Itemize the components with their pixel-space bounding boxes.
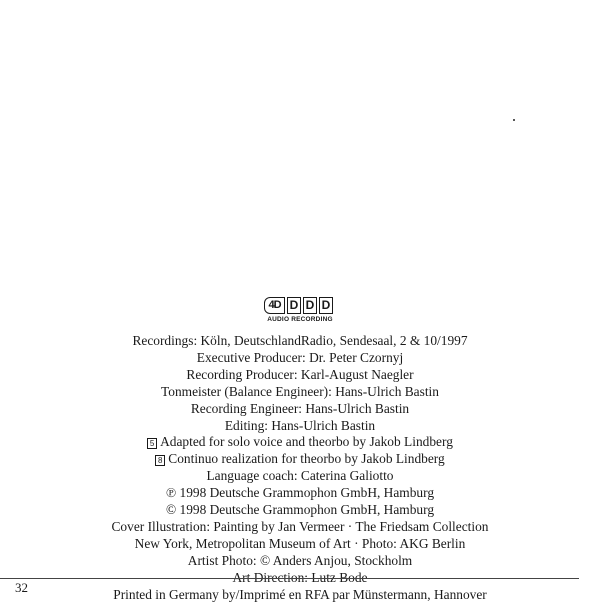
credit-text: Adapted for solo voice and theorbo by Jakob Lindberg	[160, 434, 453, 450]
footer-rule	[0, 578, 579, 579]
track-number-box: 8	[155, 455, 165, 466]
credit-line	[0, 553, 600, 570]
credit-line	[0, 384, 600, 401]
logo-letter: D	[303, 297, 317, 314]
logo-letter: D	[287, 297, 301, 314]
credit-text: Art Direction: Lutz Bode	[232, 569, 368, 585]
logo-mark	[264, 297, 336, 314]
logo-4d-mark: 4D	[264, 297, 285, 314]
credit-line	[0, 587, 600, 604]
credit-line	[0, 468, 600, 485]
credit-text: Executive Producer: Dr. Peter Czornyj	[196, 349, 404, 365]
credit-line	[0, 536, 600, 553]
credit-text: Artist Photo: © Anders Anjou, Stockholm	[187, 552, 413, 568]
credit-line	[0, 367, 600, 384]
credit-line	[0, 401, 600, 418]
credit-text: Language coach: Caterina Galiotto	[206, 468, 394, 484]
credit-text: New York, Metropolitan Museum of Art · Photo: AKG Berlin	[134, 535, 466, 551]
credit-text: Editing: Hans-Ulrich Bastin	[224, 417, 376, 433]
credit-line	[0, 333, 600, 350]
logo-letter: D	[319, 297, 333, 314]
dust-speck	[513, 119, 515, 121]
credit-text: Printed in Germany by/Imprimé en RFA par Münstermann, Hannover	[113, 586, 487, 602]
credit-text: Recording Producer: Karl-August Naegler	[186, 366, 414, 382]
credit-text: © 1998 Deutsche Grammophon GmbH, Hamburg	[165, 502, 435, 518]
credit-line	[0, 485, 600, 502]
track-number-box: 5	[147, 438, 157, 449]
credit-line	[0, 350, 600, 367]
credit-line	[0, 418, 600, 435]
page-number: 32	[15, 580, 28, 595]
credits-list	[0, 333, 600, 604]
credit-text: Recordings: Köln, DeutschlandRadio, Sendesaal, 2 & 10/1997	[132, 333, 468, 348]
audio-recording-logo	[264, 297, 336, 325]
credit-line	[0, 434, 600, 451]
credit-line	[0, 502, 600, 519]
credit-text: Continuo realization for theorbo by Jakob Lindberg	[168, 451, 445, 467]
credit-line	[0, 451, 600, 468]
credit-text: ℗ 1998 Deutsche Grammophon GmbH, Hamburg	[165, 485, 435, 501]
logo-caption: AUDIO RECORDING	[267, 316, 333, 323]
credit-text: Tonmeister (Balance Engineer): Hans-Ulrich Bastin	[161, 383, 439, 399]
credit-line	[0, 519, 600, 536]
credit-text: Cover Illustration: Painting by Jan Vermeer · The Friedsam Collection	[111, 518, 489, 534]
credit-text: Recording Engineer: Hans-Ulrich Bastin	[190, 400, 410, 416]
